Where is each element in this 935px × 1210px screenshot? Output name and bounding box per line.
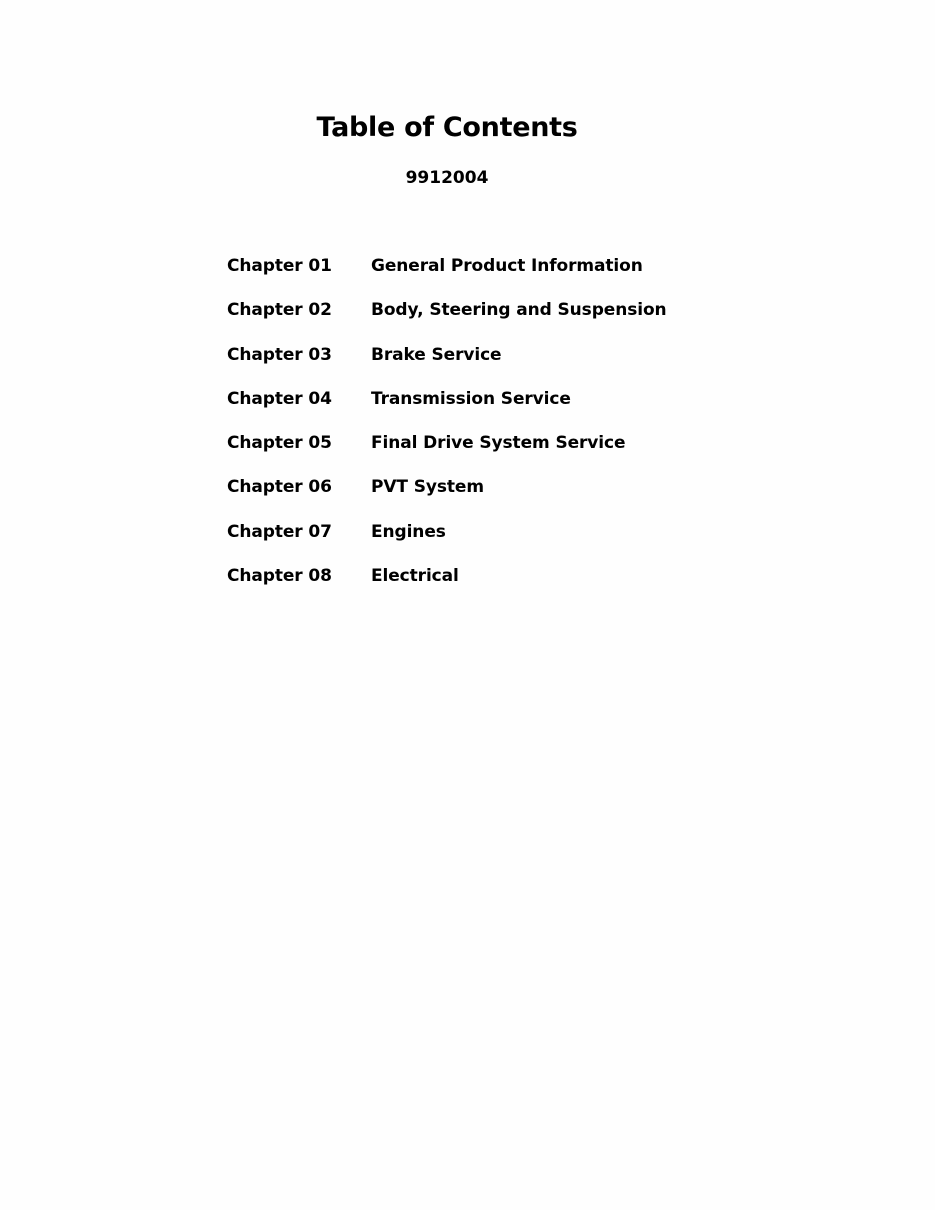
toc-entry: [227, 430, 667, 474]
chapter-number: Chapter 01: [227, 256, 332, 276]
toc-entry: [227, 563, 667, 607]
chapter-number: Chapter 07: [227, 521, 332, 542]
chapter-title: Brake Service: [371, 344, 502, 365]
toc-entry: [227, 342, 667, 386]
chapter-title: Final Drive System Service: [371, 433, 626, 454]
chapter-number: Chapter 08: [227, 566, 332, 587]
page-title: Table of Contents: [316, 112, 578, 143]
chapter-number: Chapter 05: [227, 433, 332, 454]
chapter-title: Transmission Service: [371, 388, 571, 409]
chapter-title: Body, Steering and Suspension: [371, 300, 667, 321]
table-of-contents: [227, 253, 667, 607]
chapter-title: Engines: [371, 521, 446, 542]
chapter-number: Chapter 06: [227, 477, 332, 498]
document-number: 9912004: [405, 168, 489, 188]
toc-entry: [227, 386, 667, 430]
chapter-title: General Product Information: [371, 256, 643, 276]
toc-entry: [227, 519, 667, 563]
chapter-number: Chapter 04: [227, 388, 332, 409]
toc-entry: [227, 253, 667, 297]
toc-entry: [227, 297, 667, 341]
chapter-title: Electrical: [371, 566, 459, 587]
chapter-number: Chapter 03: [227, 344, 332, 365]
toc-entry: [227, 474, 667, 518]
chapter-title: PVT System: [371, 477, 484, 498]
chapter-number: Chapter 02: [227, 300, 332, 321]
